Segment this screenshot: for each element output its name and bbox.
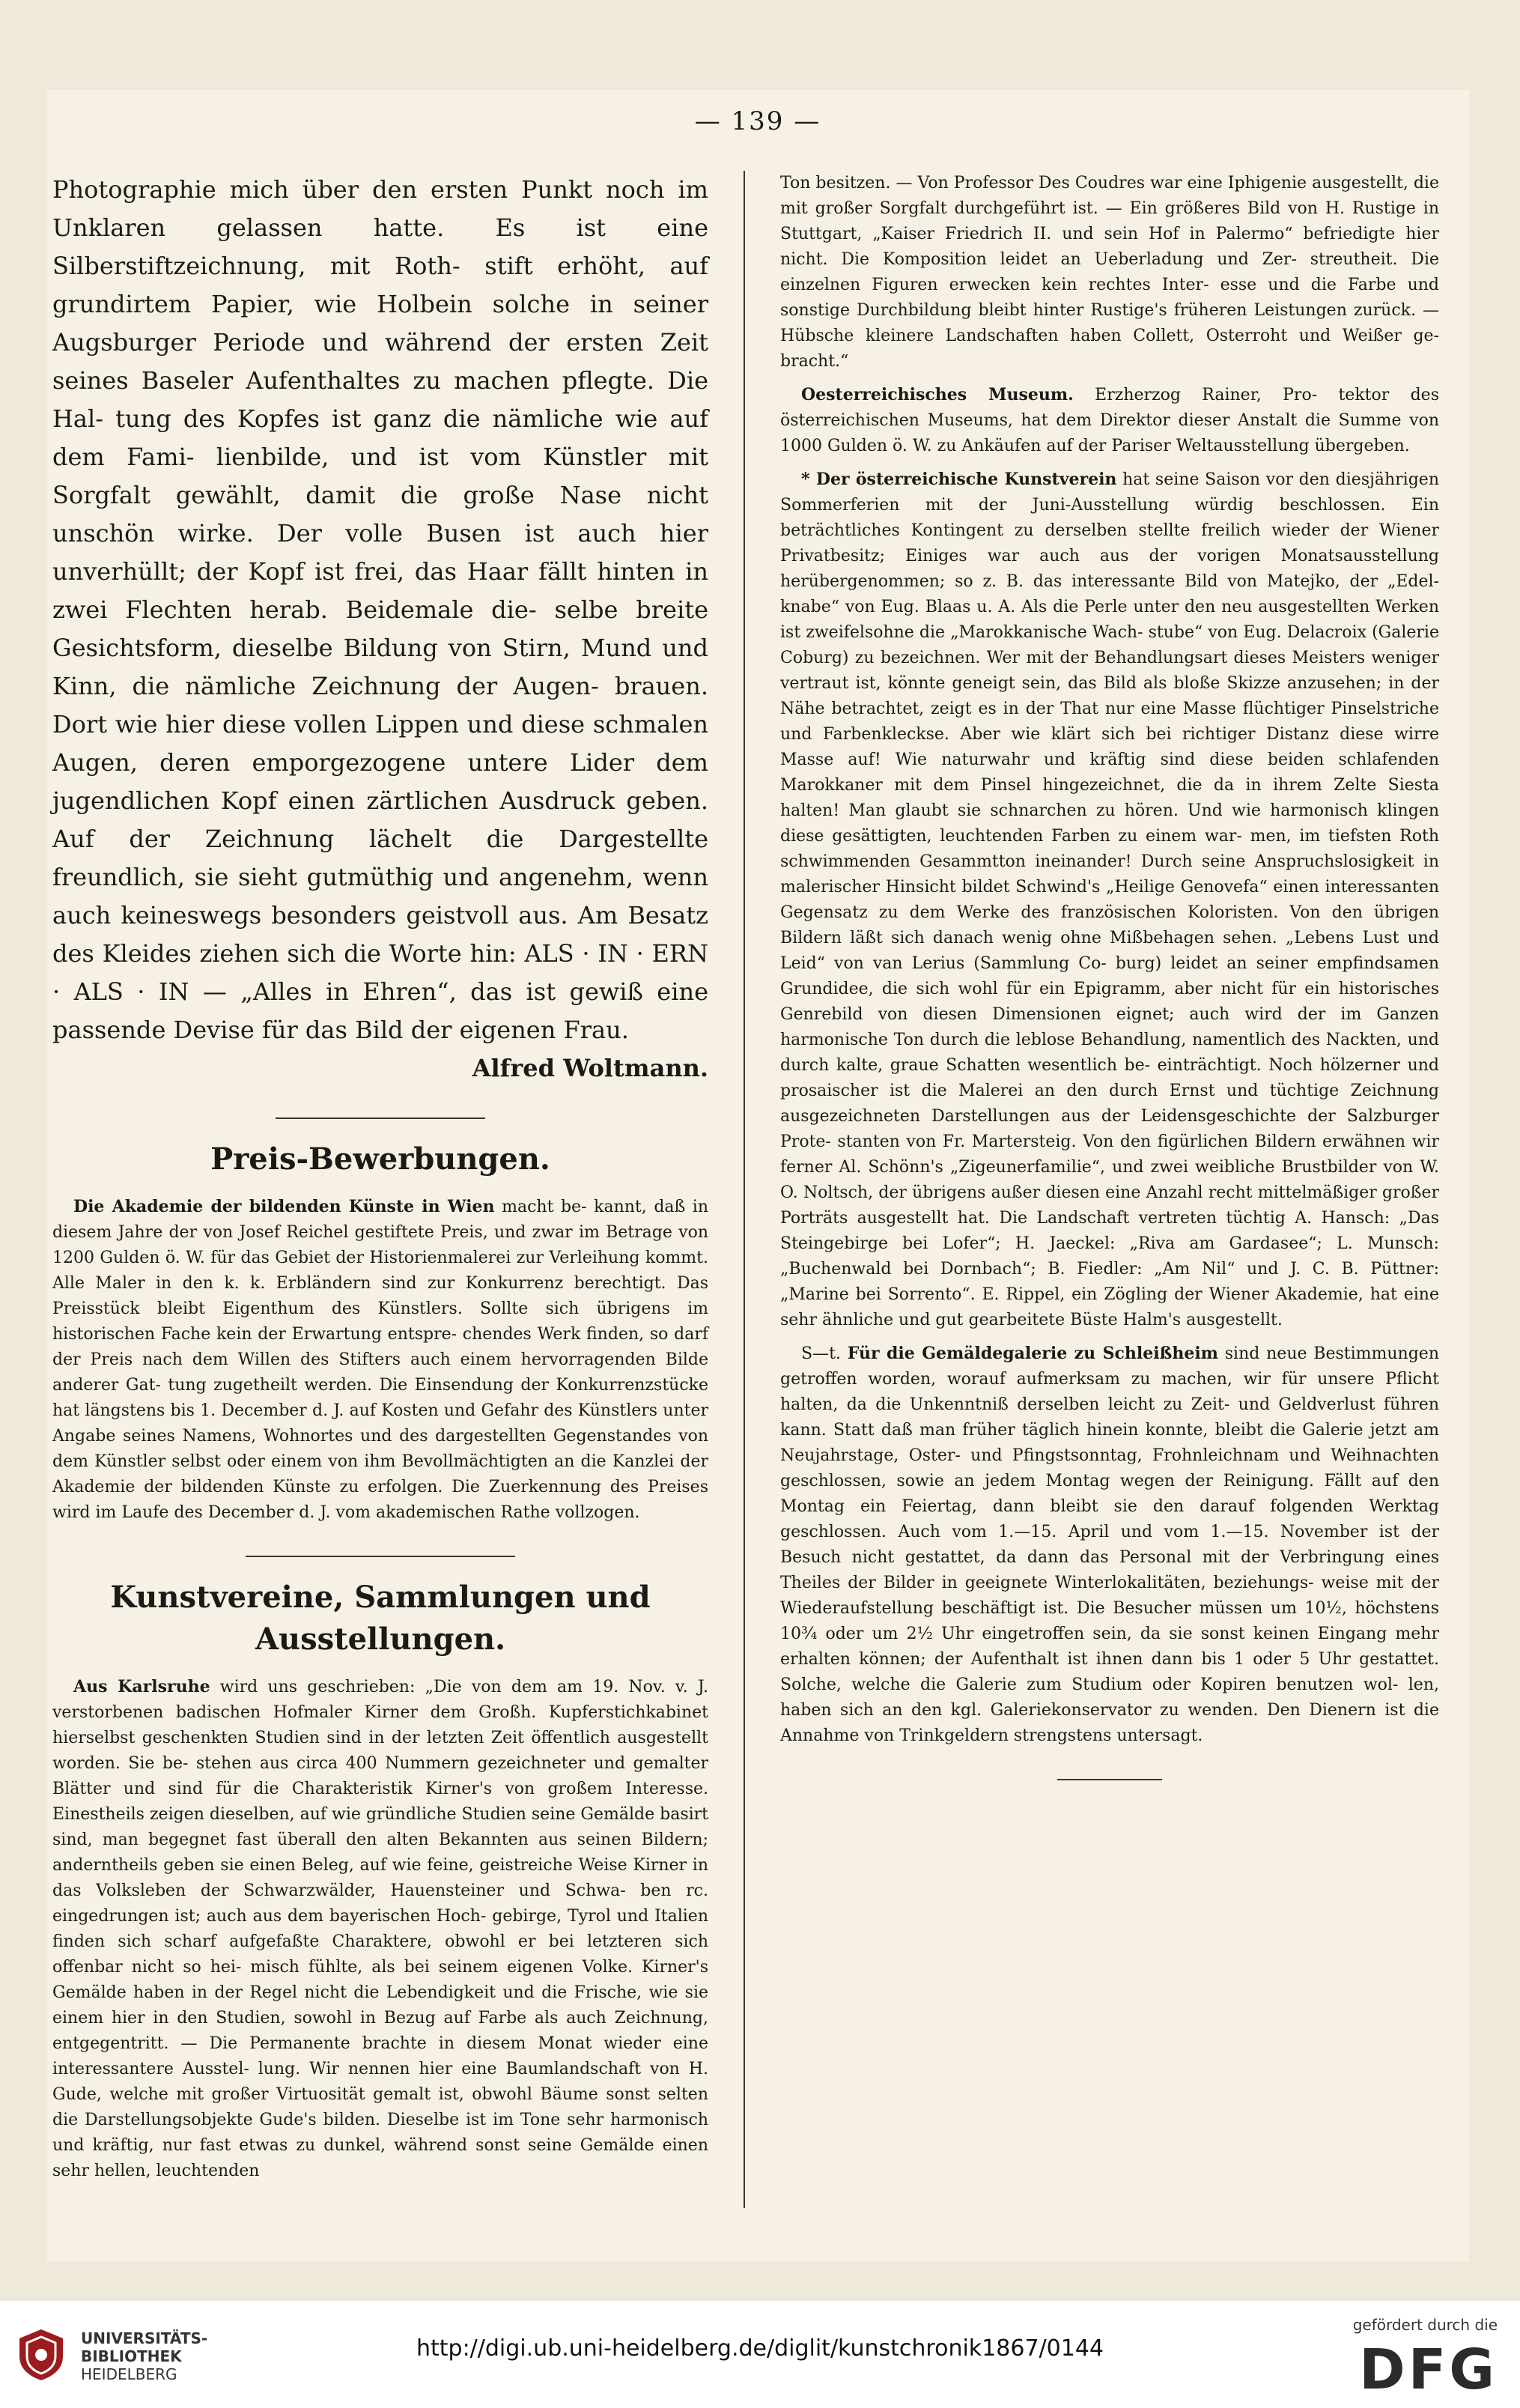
left-column <box>52 171 708 2184</box>
viewer-footer <box>0 2301 1520 2408</box>
kunstverein-lead: * Der österreichische Kunstverein <box>801 470 1117 489</box>
kunstverein-notice <box>780 467 1439 1333</box>
akademie-notice <box>52 1194 708 1526</box>
logo-line: HEIDELBERG <box>81 2365 177 2383</box>
akademie-lead: Die Akademie der bildenden Künste in Wien <box>73 1197 495 1216</box>
akademie-text: macht be- kannt, daß in diesem Jahre der von Josef Reichel gestiftete Preis, und zwar im Betrage von 1200 Gulden ö. W. für das Gebiet der Historienmalerei zur Verleihung kommt. Alle Maler in den k. k. Erbländern sind zur Konkurrenz berechtigt. Das Preisstück bleibt Eigenthum des Künstlers. Sollte sich übrigens im historischen Fache kein der Erwartung entspre- chendes Werk finden, so darf der Preis nach dem Willen des Stifters auch einem hervorragenden Bilde anderer Gat- tung zugetheilt werden. Die Einsendung der Konkurrenzstücke hat längstens bis 1. December d. J. auf Kosten und Gefahr des Künstlers unter Angabe seines Namens, Wohnortes und des dargestellten Gegenstandes von dem Künstler selbst oder einem von ihm Bevollmächtigten an die Kanzlei der Akademie der bildenden Künste zu erfolgen. Die Zuerkennung des Preises wird im Laufe des December d. J. vom akademischen Rathe vollzogen. <box>52 1198 709 1522</box>
section-divider <box>246 1556 515 1557</box>
article-signature: Alfred Woltmann. <box>472 1054 708 1082</box>
karlsruhe-notice <box>52 1674 708 2184</box>
schleissheim-text: sind neue Bestimmungen getroffen worden, worauf aufmerksam zu machen, wir für unsere Pflicht halten, da die Unkenntniß derselben leicht zu Zeit- und Geldverlust führen kann. Statt daß man früher täglich hinein konnte, bleibt die Galerie jetzt am Neujahrstage, Oster- und Pfingstsonntag, Frohnleichnam und Weihnachten geschlossen, sowie an jedem Montag wegen der Reinigung. Fällt auf den Montag ein Feiertag, dann bleibt sie den darauf folgenden Werktag geschlossen. Auch vom 1.—15. April und vom 1.—15. November ist der Besuch nicht gestattet, da dann das Personal mit der Verbringung eines Theiles der Bilder in geeignete Winterlokalitäten, beziehungs- weise mit der Wiederaufstellung beschäftigt ist. Die Besucher müssen um 10½, höchstens 10¾ oder um 2½ Uhr eingetroffen sein, da sie sonst keinen Eingang mehr erhalten können; der Aufenthalt ist ihnen dann bis 1 oder 5 Uhr gestattet. Solche, welche die Galerie zum Studium oder Kopiren benutzen wol- len, haben sich an den kgl. Galeriekonservator zu wenden. Den Dienern ist die Annahme von Trinkgeldern strengstens untersagt. <box>780 1344 1439 1745</box>
museum-text: Erzherzog Rainer, Pro- tektor des österreichischen Museums, hat dem Direktor dieser Anstalt die Summe von 1000 Gulden ö. W. zu Ankäufen auf der Pariser Weltausstellung übergeben. <box>780 386 1439 455</box>
column-separator <box>744 171 745 2208</box>
right-column <box>780 171 1439 1780</box>
schleissheim-author: S—t. <box>801 1344 841 1363</box>
dfg-logo: DFG <box>1359 2338 1498 2402</box>
museum-notice <box>780 382 1439 459</box>
end-divider <box>1057 1779 1162 1780</box>
museum-lead: Oesterreichisches Museum. <box>801 385 1074 404</box>
logo-line: BIBLIOTHEK <box>81 2347 182 2365</box>
page-number: — 139 — <box>694 106 821 136</box>
schleissheim-notice <box>780 1341 1439 1749</box>
section-divider <box>276 1117 485 1119</box>
logo-line: UNIVERSITÄTS- <box>81 2329 208 2347</box>
document-url-link[interactable]: http://digi.ub.uni-heidelberg.de/diglit/kunstchronik1867/0144 <box>416 2335 1104 2362</box>
section-title-kunstvereine: Kunstvereine, Sammlungen und Ausstellungen. <box>110 1580 651 1657</box>
karlsruhe-continuation: Ton besitzen. — Von Professor Des Coudres war eine Iphigenie ausgestellt, die mit großer Sorgfalt durchgeführt ist. — Ein größeres Bild von H. Rustige in Stuttgart, „Kaiser Friedrich II. und sein Hof in Palermo“ befriedigte hier nicht. Die Komposition leidet an Ueberladung und Zer- streutheit. Die einzelnen Figuren erwecken kein rechtes Inter- esse und die Farbe und sonstige Durchbildung bleibt hinter Rustige's früheren Leistungen zurück. — Hübsche kleinere Landschaften haben Collett, Osterroht und Weißer ge- bracht.“ <box>780 174 1439 371</box>
karlsruhe-text: wird uns geschrieben: „Die von dem am 19. Nov. v. J. verstorbenen badischen Hofmaler Kirner dem Großh. Kupferstichkabinet hierselbst geschenkten Studien sind in der letzten Zeit öffentlich ausgestellt worden. Sie be- stehen aus circa 400 Nummern gezeichneter und gemalter Blätter und sind für die Charakteristik Kirner's von großem Interesse. Einestheils zeigen dieselben, auf wie gründliche Studien seine Gemälde basirt sind, man begegnet fast überall den alten Bekannten aus seinen Bildern; anderntheils geben sie einen Beleg, auf wie feine, geistreiche Weise Kirner in das Volksleben der Schwarzwälder, Hauensteiner und Schwa- ben rc. eingedrungen ist; auch aus dem bayerischen Hoch- gebirge, Tyrol und Italien finden sich scharf aufgefaßte Charaktere, obwohl er bei letzteren sich offenbar nicht so hei- misch fühlte, als bei seinem eigenen Volke. Kirner's Gemälde haben in der Regel nicht die Lebendigkeit und die Frische, wie sie einem hier in den Studien, sowohl in Bezug auf Farbe als auch Zeichnung, entgegentritt. — Die Permanente brachte in diesem Monat wieder eine interessantere Ausstel- lung. Wir nennen hier eine Baumlandschaft von H. Gude, welche mit großer Virtuosität gemalt ist, obwohl Bäume sonst selten die Darstellungsobjekte Gude's bilden. Dieselbe ist im Tone sehr harmonisch und kräftig, nur fast etwas zu dunkel, während sonst seine Gemälde einen sehr hellen, leuchtenden <box>52 1678 709 2180</box>
section-title-preis-bewerbungen: Preis-Bewerbungen. <box>210 1141 550 1177</box>
karlsruhe-lead: Aus Karlsruhe <box>73 1677 210 1696</box>
woltmann-article-text: Photographie mich über den ersten Punkt noch im Unklaren gelassen hatte. Es ist eine Silberstiftzeichnung, mit Roth- stift erhöht, auf grundirtem Papier, wie Holbein solche in seiner Augsburger Periode und während der ersten Zeit seines Baseler Aufenthaltes zu machen pflegte. Die Hal- tung des Kopfes ist ganz die nämliche wie auf dem Fami- lienbilde, und ist vom Künstler mit Sorgfalt gewählt, damit die große Nase nicht unschön wirke. Der volle Busen ist auch hier unverhüllt; der Kopf ist frei, das Haar fällt hinten in zwei Flechten herab. Beidemale die- selbe breite Gesichtsform, dieselbe Bildung von Stirn, Mund und Kinn, die nämliche Zeichnung der Augen- brauen. Dort wie hier diese vollen Lippen und diese schmalen Augen, deren emporgezogene untere Lider dem jugendlichen Kopf einen zärtlichen Ausdruck geben. Auf der Zeichnung lächelt die Dargestellte freundlich, sie sieht gutmüthig und angenehm, wenn auch keineswegs besonders geistvoll aus. Am Besatz des Kleides ziehen sich die Worte hin: ALS · IN · ERN · ALS · IN — „Alles in Ehren“, das ist gewiß eine passende Devise für das Bild der eigenen Frau. <box>52 175 708 1044</box>
newspaper-page <box>46 90 1469 2262</box>
funding-label: gefördert durch die <box>1352 2316 1498 2334</box>
kunstverein-text: hat seine Saison vor den diesjährigen Sommerferien mit der Juni-Ausstellung würdig beschlossen. Ein beträchtliches Kontingent zu derselben stellte freilich wieder der Wiener Privatbesitz; Einiges war auch aus der vorigen Monatsausstellung herübergenommen; so z. B. das interessante Bild von Matejko, der „Edel- knabe“ von Eug. Blaas u. A. Als die Perle unter den neu ausgestellten Werken ist zweifelsohne die „Marokkanische Wach- stube“ von Eug. Delacroix (Galerie Coburg) zu bezeichnen. Wer mit der Behandlungsart dieses Meisters weniger vertraut ist, könnte geneigt sein, das Bild als bloße Skizze anzusehen; in der Nähe betrachtet, zeigt es in der That nur eine Masse flüchtiger Pinselstriche und Farbenkleckse. Aber wie klärt sich bei richtiger Distanz diese wirre Masse auf! Wie naturwahr und kräftig sind diese beiden schlafenden Marokkaner mit dem Pinsel hingezeichnet, die da in ihrem Zelte Siesta halten! Man glaubt sie schnarchen zu hören. Und wie harmonisch klingen diese gesättigten, leuchtenden Farben zu einem war- men, im tiefsten Roth schwimmenden Gesammtton ineinander! Durch seine Anspruchslosigkeit in malerischer Hinsicht bildet Schwind's „Heilige Genovefa“ einen interessanten Gegensatz zu dem Werke des französischen Koloristen. Von den übrigen Bildern läßt sich danach wenig ohne Mißbehagen sehen. „Lebens Lust und Leid“ von van Lerius (Sammlung Co- burg) leidet an seiner empfindsamen Grundidee, die sich wohl für ein Epigramm, aber nicht für ein historisches Genrebild von diesen Dimensionen eignet; auch wird der im Ganzen harmonische Ton durch die leblose Behandlung, namentlich des Nackten, und durch kalte, graue Schatten wesentlich be- einträchtigt. Noch hölzerner und prosaischer ist die Malerei an den durch Ernst und tüchtige Zeichnung ausgezeichneten Darstellungen aus der Leidensgeschichte der Salzburger Prote- stanten von Fr. Martersteig. Von den figürlichen Bildern erwähnen wir ferner Al. Schönn's „Zigeunerfamilie“, und zwei weibliche Brustbilder von W. O. Noltsch, der übrigens außer diesen eine Anzahl recht mittelmäßiger großer Porträts ausgestellt hat. Die Landschaft vertreten tüchtig A. Hansch: „Das Steingebirge bei Lofer“; H. Jaeckel: „Riva am Gardasee“; L. Munsch: „Buchenwald bei Dornbach“; B. Fiedler: „Am Nil“ und J. C. B. Püttner: „Marine bei Sorrento“. E. Rippel, ein Zögling der Wiener Akademie, hat eine sehr ähnliche und gut gearbeitete Büste Halm's ausgestellt. <box>780 470 1439 1329</box>
schleissheim-lead: Für die Gemäldegalerie zu Schleißheim <box>847 1344 1218 1363</box>
